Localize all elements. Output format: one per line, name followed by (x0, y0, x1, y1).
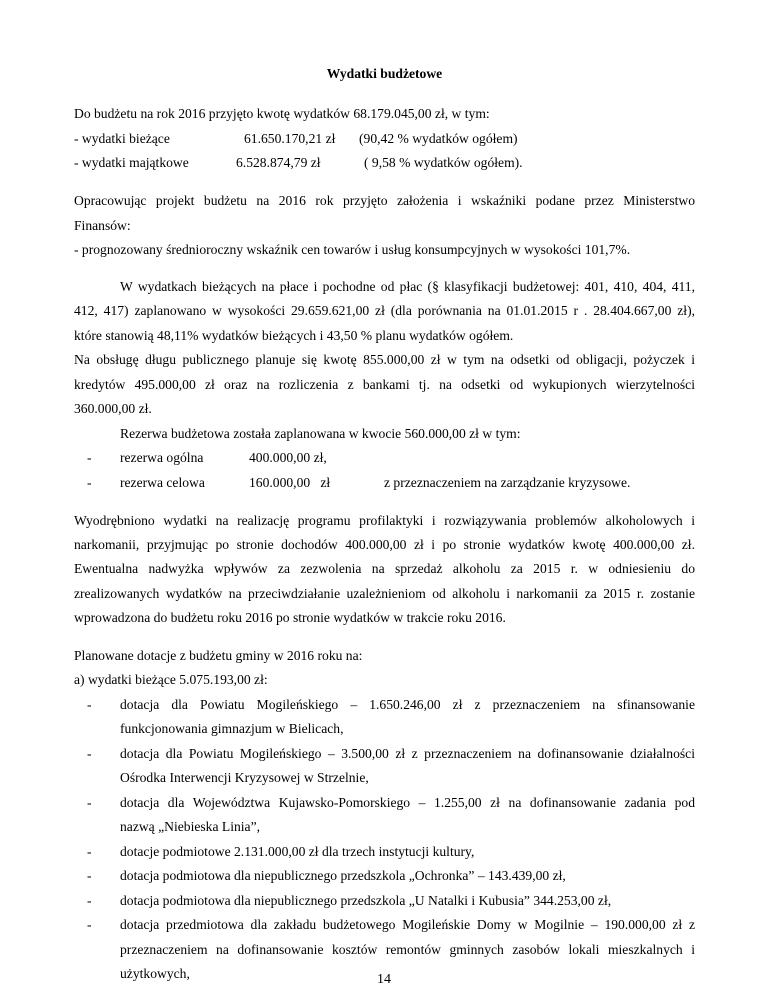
page-title: Wydatki budżetowe (326, 66, 443, 81)
paragraph-line: Na obsługę długu publicznego planuje się kwotę 855.000,00 zł w tym na odsetki od obligacji, pożyczek i (74, 352, 695, 367)
list-item-line: nazwą „Niebieska Linia”, (120, 819, 261, 834)
paragraph-line: które stanowią 48,11% wydatków bieżących i 43,50 % planu wydatków ogółem. (74, 328, 514, 343)
paragraph-line: - prognozowany średnioroczny wskaźnik cen towarów i usług konsumpcyjnych w wysokości 101,7%. (74, 242, 631, 257)
reserve-note: z przeznaczeniem na zarządzanie kryzysowe. (384, 475, 631, 490)
paragraph-line: narkomanii, przyjmując po stronie dochodów 400.000,00 zł i po stronie wydatków kwotę 400.000,00 zł. (74, 537, 695, 552)
list-item-line: funkcjonowania gimnazjum w Bielicach, (120, 721, 344, 736)
list-dash: - (87, 917, 92, 932)
reserve-label: rezerwa ogólna (120, 450, 204, 465)
paragraph-line: W wydatkach bieżących na płace i pochodne od płac (§ klasyfikacji budżetowej: 401, 410, 404, 411, (120, 279, 695, 294)
expense-amount: 61.650.170,21 zł (244, 131, 336, 146)
expense-share: ( 9,58 % wydatków ogółem). (364, 155, 523, 170)
list-item-line: użytkowych, (120, 966, 190, 981)
list-dash: - (87, 893, 92, 908)
paragraph-line: kredytów 495.000,00 zł oraz na rozliczenia z bankami tj. na odsetki od wykupionych wierzytelności (74, 377, 695, 392)
reserve-amount: 160.000,00 zł (249, 475, 331, 490)
paragraph-line: Ewentualna nadwyżka wpływów za zezwolenia na sprzedaż alkoholu za 2015 r. w odniesieniu do (74, 561, 695, 576)
list-item-line: dotacja dla Województwa Kujawsko-Pomorskiego – 1.255,00 zł na dofinansowanie zadania pod (120, 795, 695, 810)
grants-intro: Planowane dotacje z budżetu gminy w 2016 roku na: (74, 648, 363, 663)
list-item-line: Ośrodka Interwencji Kryzysowej w Strzelnie, (120, 770, 369, 785)
list-item-line: dotacja przedmiotowa dla zakładu budżetowego Mogileńskie Domy w Mogilnie – 190.000,00 zł z (120, 917, 695, 932)
list-dash: - (87, 746, 92, 761)
expense-label: - wydatki bieżące (74, 131, 170, 146)
list-dash: - (87, 450, 92, 465)
paragraph-line: Wyodrębniono wydatki na realizację programu profilaktyki i rozwiązywania problemów alkoholowych i (74, 513, 695, 528)
list-item-line: dotacja podmiotowa dla niepublicznego przedszkola „Ochronka” – 143.439,00 zł, (120, 868, 566, 883)
grants-subheading: a) wydatki bieżące 5.075.193,00 zł: (74, 672, 268, 687)
list-dash: - (87, 844, 92, 859)
list-dash: - (87, 475, 92, 490)
expense-amount: 6.528.874,79 zł (236, 155, 321, 170)
intro-text: Do budżetu na rok 2016 przyjęto kwotę wydatków 68.179.045,00 zł, w tym: (74, 106, 490, 121)
paragraph-line: Finansów: (74, 218, 131, 233)
list-item-line: dotacje podmiotowe 2.131.000,00 zł dla trzech instytucji kultury, (120, 844, 475, 859)
list-dash: - (87, 697, 92, 712)
paragraph-line: zrealizowanych wydatków na przeciwdziałanie uzależnieniom od alkoholu i narkomanii za 2015 r. zostanie (74, 586, 695, 601)
list-item-line: dotacja podmiotowa dla niepublicznego przedszkola „U Natalki i Kubusia” 344.253,00 zł, (120, 893, 612, 908)
page-number: 14 (377, 972, 391, 987)
reserve-amount: 400.000,00 zł, (249, 450, 327, 465)
list-item-line: przeznaczeniem na dofinansowanie kosztów remontów gminnych zasobów lokali mieszkalnych i (120, 942, 695, 957)
reserve-label: rezerwa celowa (120, 475, 205, 490)
paragraph-line: Opracowując projekt budżetu na 2016 rok przyjęto założenia i wskaźniki podane przez Ministerstwo (74, 193, 695, 208)
expense-share: (90,42 % wydatków ogółem) (359, 131, 518, 146)
reserve-intro: Rezerwa budżetowa została zaplanowana w kwocie 560.000,00 zł w tym: (120, 426, 521, 441)
list-dash: - (87, 795, 92, 810)
list-dash: - (87, 868, 92, 883)
expense-label: - wydatki majątkowe (74, 155, 189, 170)
list-item-line: dotacja dla Powiatu Mogileńskiego – 1.650.246,00 zł z przeznaczeniem na sfinansowanie (120, 697, 695, 712)
paragraph-line: wprowadzona do budżetu roku 2016 po stronie wydatków w trakcie roku 2016. (74, 610, 506, 625)
paragraph-line: 412, 417) zaplanowano w wysokości 29.659.621,00 zł (dla porównania na 01.01.2015 r . 28.404.667,00 zł), (74, 303, 695, 318)
list-item-line: dotacja dla Powiatu Mogileńskiego – 3.500,00 zł z przeznaczeniem na dofinansowanie działalności (120, 746, 695, 761)
paragraph-line: 360.000,00 zł. (74, 401, 152, 416)
